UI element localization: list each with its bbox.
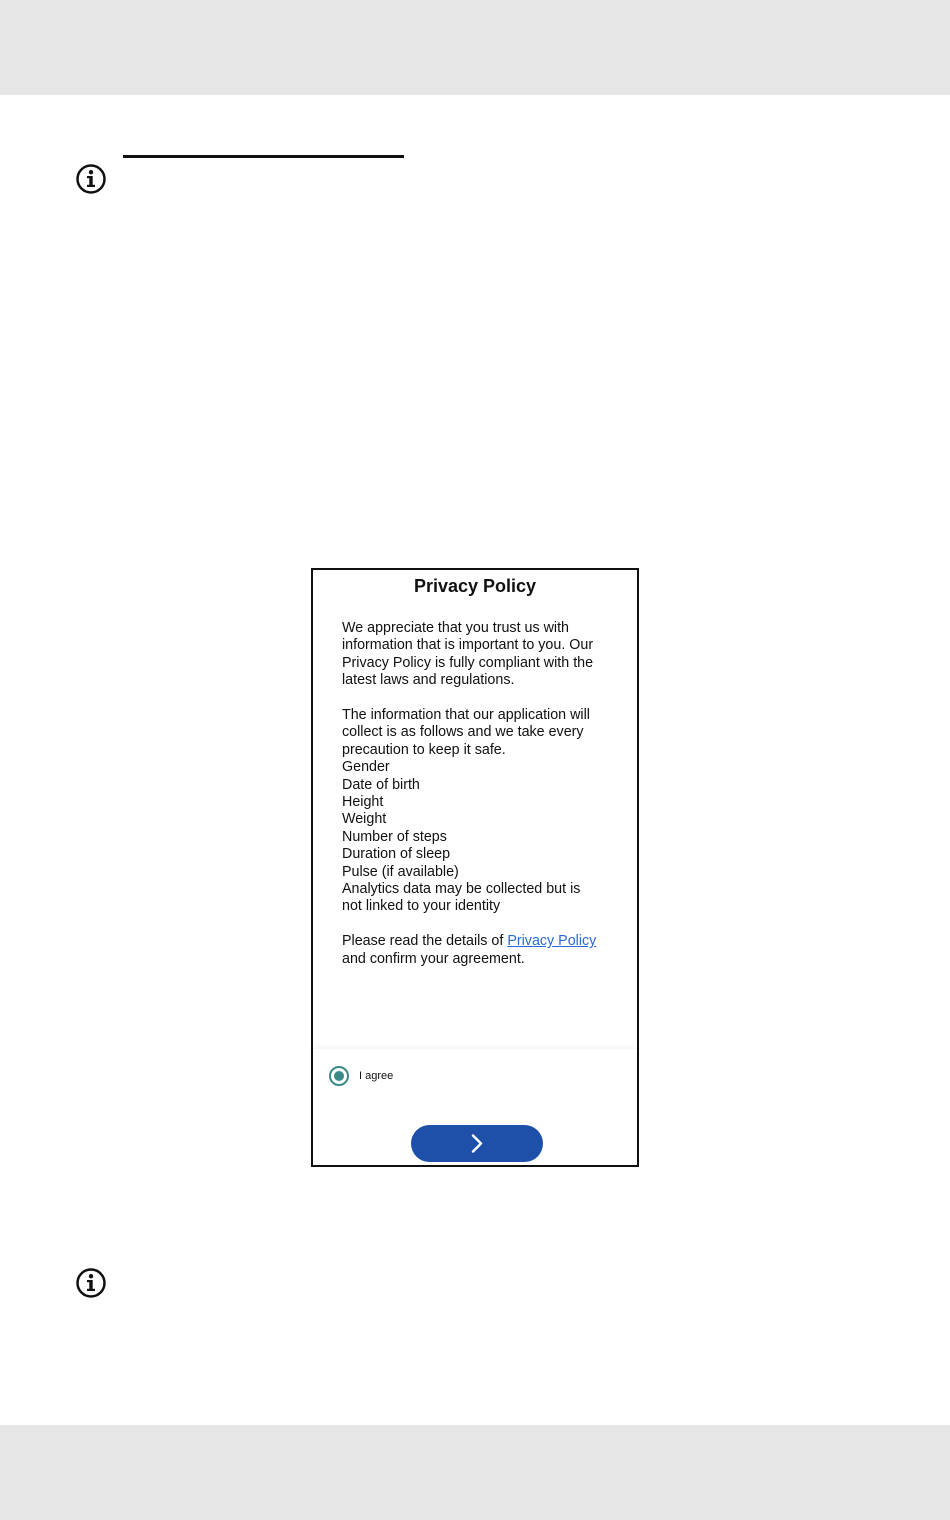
page-footer-band — [0, 1425, 950, 1520]
read-prefix: Please read the details of — [342, 933, 508, 950]
read-paragraph — [342, 933, 622, 968]
privacy-policy-body — [342, 620, 622, 968]
data-item-gender: Gender — [342, 759, 390, 776]
data-item-pulse: Pulse (if available) — [342, 863, 459, 880]
collect-line: precaution to keep it safe. — [342, 741, 506, 758]
collect-line: The information that our application will — [342, 707, 590, 724]
agree-radio[interactable] — [329, 1066, 349, 1086]
privacy-policy-link[interactable]: Privacy Policy — [507, 933, 597, 950]
info-icon — [75, 1267, 107, 1299]
info-icon — [75, 163, 107, 195]
read-suffix: and confirm your agreement. — [342, 950, 525, 967]
next-button[interactable] — [411, 1125, 543, 1162]
data-item-sleep: Duration of sleep — [342, 846, 451, 863]
data-item-date-of-birth: Date of birth — [342, 776, 420, 793]
privacy-policy-screen — [311, 568, 639, 1167]
radio-selected-dot — [334, 1071, 344, 1081]
data-item-analytics: Analytics data may be collected but is — [342, 881, 581, 898]
page-header-band — [0, 0, 950, 95]
intro-line: information that is important to you. Our — [342, 637, 594, 654]
chevron-right-icon — [467, 1133, 487, 1154]
intro-line: Privacy Policy is fully compliant with the — [342, 654, 594, 671]
section-rule — [123, 155, 404, 158]
intro-line: latest laws and regulations. — [342, 672, 515, 689]
privacy-policy-title: Privacy Policy — [413, 576, 537, 596]
data-item-weight: Weight — [342, 811, 387, 828]
data-item-height: Height — [342, 794, 384, 811]
read-line — [342, 933, 622, 950]
collect-line: collect is as follows and we take every — [342, 724, 584, 741]
agree-label: I agree — [359, 1070, 394, 1082]
collect-paragraph — [342, 707, 622, 916]
data-item-analytics-cont: not linked to your identity — [342, 898, 501, 915]
data-item-steps: Number of steps — [342, 828, 447, 845]
intro-paragraph — [342, 620, 622, 690]
intro-line: We appreciate that you trust us with — [342, 620, 570, 636]
